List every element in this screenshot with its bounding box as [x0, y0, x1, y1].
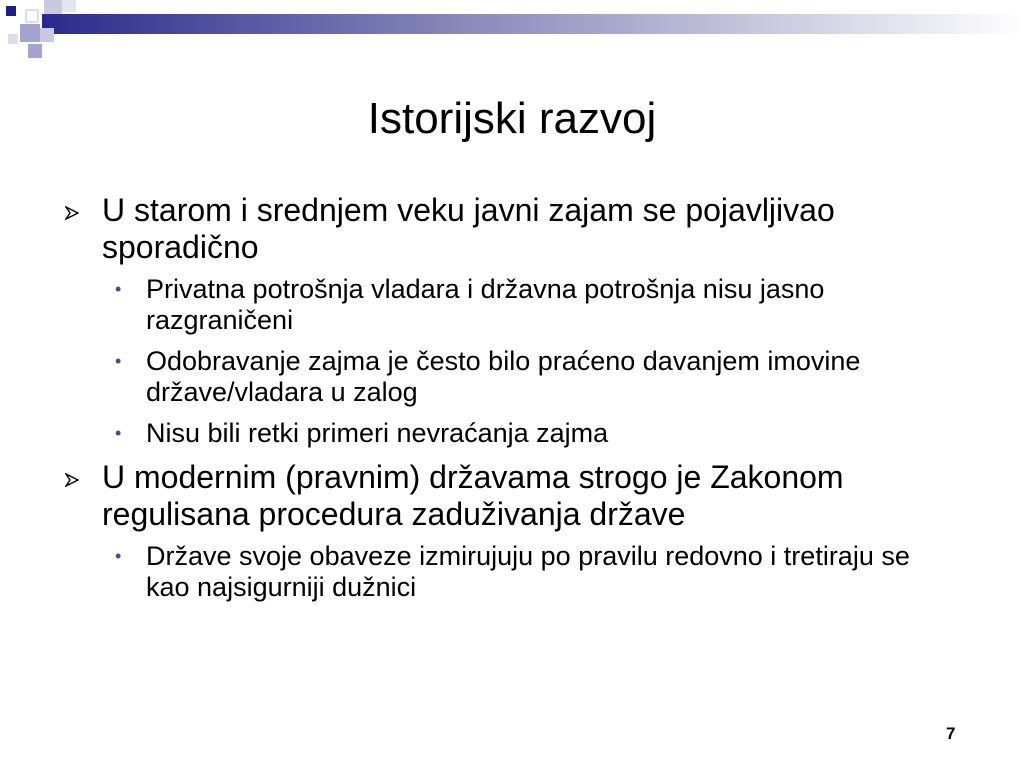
sub-bullet-item	[60, 346, 960, 408]
dot-bullet-icon: •	[115, 423, 122, 443]
sub-bullet-item	[60, 274, 960, 336]
bullet-list	[60, 192, 960, 613]
bullet-text: U modernim (pravnim) državama strogo je Zakonom regulisana procedura zaduživanja države	[102, 459, 844, 532]
bullet-text: U starom i srednjem veku javni zajam se pojavljivao sporadično	[102, 192, 835, 265]
dot-bullet-icon: •	[115, 351, 122, 371]
sub-bullet-text: Odobravanje zajma je često bilo praćeno davanjem imovine države/vladara u zalog	[146, 346, 861, 407]
sub-bullet-list	[60, 541, 960, 603]
sub-bullet-text: Privatna potrošnja vladara i državna potrošnja nisu jasno razgraničeni	[146, 274, 825, 335]
dot-bullet-icon: •	[115, 279, 122, 299]
arrow-bullet-icon	[65, 473, 79, 487]
sub-bullet-list	[60, 274, 960, 449]
sub-bullet-text: Nisu bili retki primeri nevraćanja zajma	[146, 418, 609, 448]
dot-bullet-icon: •	[115, 546, 122, 566]
arrow-bullet-icon	[65, 206, 79, 220]
sub-bullet-text: Države svoje obaveze izmirujuju po pravilu redovno i tretiraju se kao najsigurniji dužnici	[146, 541, 910, 602]
bullet-item	[60, 459, 960, 533]
header-decoration	[0, 0, 1024, 64]
bullet-item	[60, 192, 960, 266]
sub-bullet-item	[60, 418, 960, 449]
slide-title: Istorijski razvoj	[367, 94, 657, 143]
sub-bullet-item	[60, 541, 960, 603]
page-number: 7	[946, 724, 956, 743]
